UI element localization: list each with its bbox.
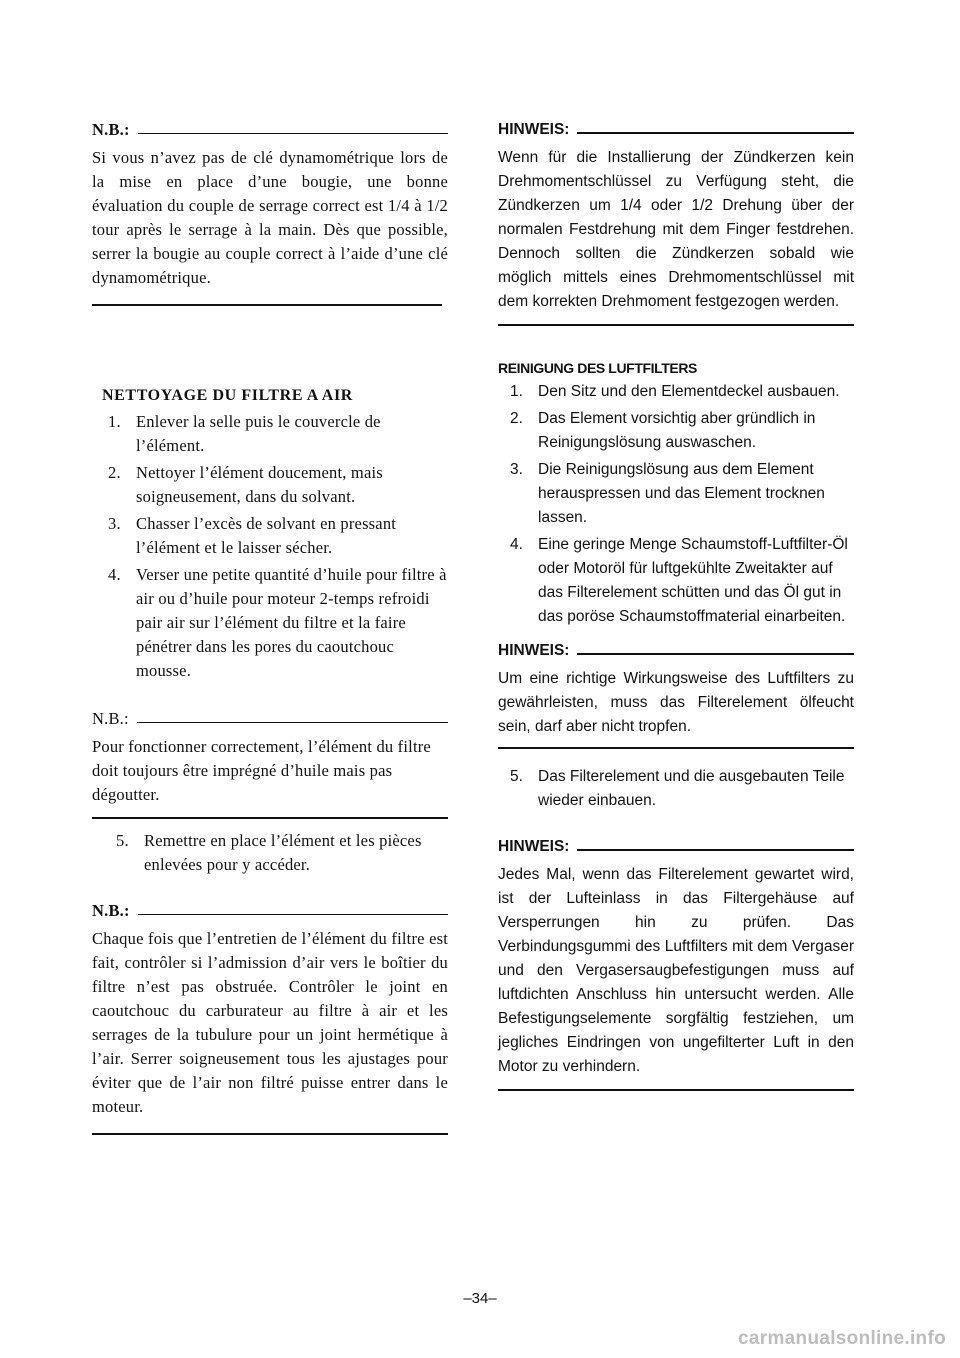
- fr-note-3-rule: [138, 914, 448, 915]
- german-column: [498, 118, 854, 1091]
- de-note-1-rule: [577, 132, 854, 134]
- de-step-3: [510, 458, 854, 530]
- de-note-2: [498, 639, 854, 749]
- de-step-1: [510, 380, 854, 404]
- fr-note-3-bottom-rule: [92, 1133, 448, 1135]
- de-step-number: 2.: [510, 410, 523, 427]
- fr-step-number: 2.: [108, 463, 121, 482]
- fr-note-2-label: N.B.:: [92, 709, 129, 728]
- de-step-number: 3.: [510, 461, 523, 478]
- de-step-number: 1.: [510, 383, 523, 400]
- fr-steps-list: [92, 410, 448, 683]
- de-note-3-header: [498, 835, 854, 859]
- watermark: carmanualsonline.info: [738, 1328, 946, 1349]
- de-note-3-label: HINWEIS:: [498, 838, 570, 855]
- de-note-3-text: Jedes Mal, wenn das Filterelement gewartet wird, ist der Lufteinlass in das Filtergehäuse auf Versperrungen hin zu prüfen. Das Verbindungsgummi des Luftfilters mit dem Vergaser und den Vergasersaugbefestigungen muss auf luftdichten Anschluss hin untersucht werden. Alle Befestigungselemente sorgfältig festziehen, um jegliches Eindringen von ungefilterter Luft in den Motor zu verhindern.: [498, 866, 854, 1075]
- fr-note-2-text: Pour fonctionner correctement, l’élément du filtre doit toujours être imprégné d’huile mais pas dégoutter.: [92, 737, 431, 804]
- fr-step-2: [108, 461, 448, 509]
- page-number: –34–: [463, 1290, 497, 1307]
- fr-note-1-label: N.B.:: [92, 120, 130, 139]
- fr-note-1: [92, 118, 448, 306]
- de-note-3-bottom-rule: [498, 1089, 854, 1091]
- fr-note-2-header: [92, 707, 448, 731]
- de-note-2-header: [498, 639, 854, 663]
- de-step-5: [510, 765, 854, 813]
- fr-note-3-text: Chaque fois que l’entretien de l’élément du filtre est fait, contrôler si l’admission d’air vers le boîtier du filtre n’est pas obstruée. Contrôler le joint en caoutchouc du carburateur au filtre à air et les serrages de la tubulure pour un joint hermétique à l’air. Serrer soigneusement tous les ajustages pour éviter que de l’air non filtré puisse entrer dans le moteur.: [92, 929, 448, 1116]
- fr-step-number: 5.: [116, 831, 129, 850]
- fr-step-text: Verser une petite quantité d’huile pour filtre à air ou d’huile pour moteur 2-temps refroidi pair air sur l’élément du filtre et la faire pénétrer dans les pores du caoutchouc mousse.: [136, 565, 447, 680]
- fr-section-heading: NETTOYAGE DU FILTRE A AIR: [102, 387, 353, 404]
- fr-note-3-label: N.B.:: [92, 901, 130, 920]
- fr-note-1-header: [92, 118, 448, 142]
- de-step-text: Den Sitz und den Elementdeckel ausbauen.: [538, 383, 840, 400]
- fr-step-text: Enlever la selle puis le couvercle de l’élément.: [136, 412, 381, 455]
- fr-step-text: Remettre en place l’élément et les pièces enlevées pour y accéder.: [144, 831, 422, 874]
- fr-step-number: 4.: [108, 565, 121, 584]
- de-step-4: [510, 533, 854, 629]
- fr-note-1-rule: [138, 133, 448, 134]
- fr-note-1-bottom-rule: [92, 304, 442, 306]
- de-note-2-rule: [577, 653, 854, 655]
- de-note-1-header: [498, 118, 854, 142]
- fr-note-3: [92, 899, 448, 1135]
- de-step-text: Die Reinigungslösung aus dem Element herauspressen und das Element trocknen lassen.: [538, 461, 825, 526]
- fr-note-2: [92, 707, 448, 819]
- fr-step-3: [108, 512, 448, 560]
- de-note-2-label: HINWEIS:: [498, 642, 570, 659]
- de-note-3: [498, 835, 854, 1091]
- fr-step-text: Nettoyer l’élément doucement, mais soigneusement, dans du solvant.: [136, 463, 383, 506]
- de-note-1-text: Wenn für die Installierung der Zündkerzen kein Drehmomentschlüssel zu Verfügung steht, die Zündkerzen um 1/4 oder 1/2 Drehung über der normalen Festdrehung mit dem Finger festdrehen. Dennoch sollten die Zündkerzen sobald wie möglich mittels eines Drehmomentschlüssel mit dem korrekten Drehmoment festgezogen werden.: [498, 149, 854, 310]
- de-note-1-bottom-rule: [498, 324, 854, 326]
- fr-note-2-bottom-rule: [92, 817, 448, 819]
- fr-step-number: 1.: [108, 412, 121, 431]
- de-step-text: Eine geringe Menge Schaumstoff-Luftfilter-Öl oder Motoröl für luftgekühlte Zweitakter auf das Filterelement schütten und das Öl gut in das poröse Schaumstoffmaterial einarbeiten.: [538, 536, 848, 625]
- de-step-number: 4.: [510, 536, 523, 553]
- de-note-1: [498, 118, 854, 326]
- de-steps-list-2: [498, 765, 854, 813]
- fr-step-text: Chasser l’excès de solvant en pressant l’élément et le laisser sécher.: [136, 514, 397, 557]
- de-note-2-bottom-rule: [498, 747, 854, 749]
- french-column: [92, 118, 448, 1135]
- fr-step-1: [108, 410, 448, 458]
- fr-note-3-header: [92, 899, 448, 923]
- de-step-text: Das Filterelement und die ausgebauten Teile wieder einbauen.: [538, 768, 845, 809]
- de-steps-list: [498, 380, 854, 629]
- fr-note-2-rule: [137, 722, 448, 723]
- de-note-2-text: Um eine richtige Wirkungsweise des Luftfilters zu gewährleisten, muss das Filterelement ölfeucht sein, darf aber nicht tropfen.: [498, 670, 854, 735]
- de-section-heading: REINIGUNG DES LUFTFILTERS: [498, 360, 697, 376]
- fr-step-4: [108, 563, 448, 683]
- fr-note-1-text: Si vous n’avez pas de clé dynamométrique lors de la mise en place d’une bougie, une bonne évaluation du couple de serrage correct est 1/4 à 1/2 tour après le serrage à la main. Dès que possible, serrer la bougie au couple correct à l’aide d’une clé dynamométrique.: [92, 148, 448, 287]
- fr-step-5: [116, 829, 448, 877]
- fr-steps-list-2: [92, 829, 448, 877]
- de-note-1-label: HINWEIS:: [498, 121, 570, 138]
- de-step-number: 5.: [510, 768, 523, 785]
- de-step-text: Das Element vorsichtig aber gründlich in Reinigungslösung auswaschen.: [538, 410, 816, 451]
- de-step-2: [510, 407, 854, 455]
- fr-step-number: 3.: [108, 514, 121, 533]
- de-note-3-rule: [577, 849, 854, 851]
